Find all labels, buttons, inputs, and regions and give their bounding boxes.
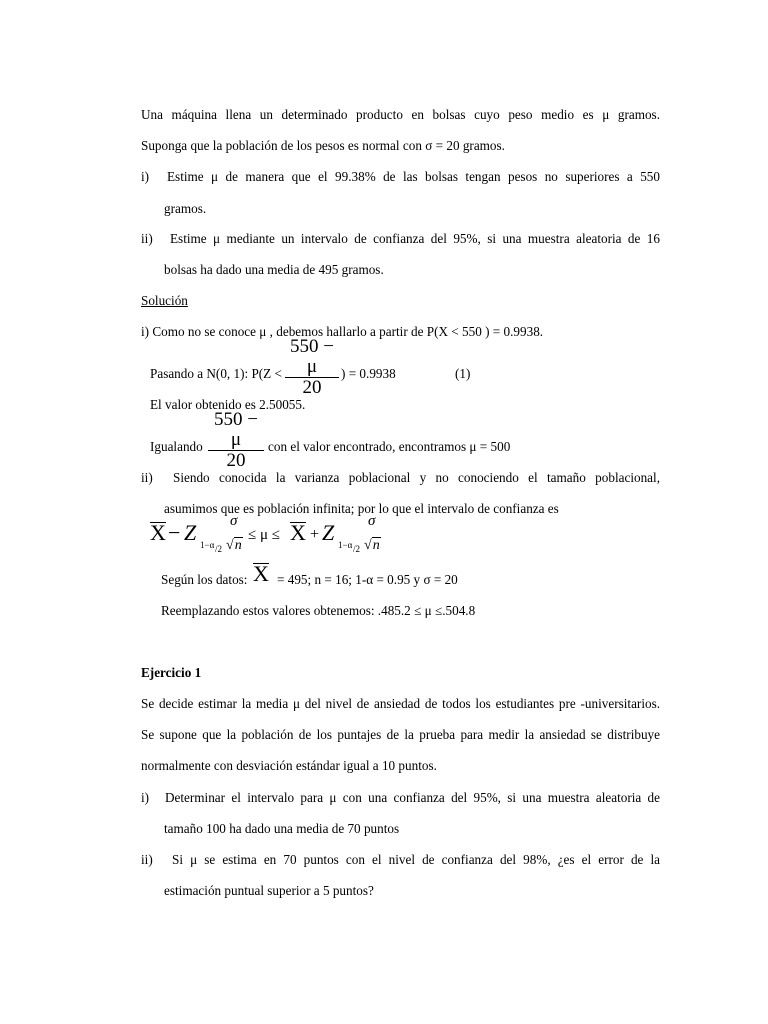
fraction-numerator: 550 − μ <box>214 409 258 450</box>
z-symbol: Z <box>184 520 197 545</box>
pasando-text: Pasando a N(0, 1): P(Z < <box>150 366 282 381</box>
exercise-item-2-line-1: Si μ se estima en 70 puntos con el nivel de confianza del 98%, ¿es el error de la <box>172 852 660 867</box>
exercise-line-3: normalmente con desviación estándar igual a 10 puntos. <box>141 758 437 773</box>
z-subscript: 1−α <box>200 540 215 550</box>
datos-text: Según los datos: <box>161 572 248 587</box>
x-bar-symbol-2: X <box>290 520 306 545</box>
fraction-denominator: 20 <box>302 377 322 398</box>
solution-heading: Solución <box>141 293 188 308</box>
fraction-numerator: 550 − μ <box>290 336 334 377</box>
valor-obtenido: El valor obtenido es 2.50055. <box>150 397 306 412</box>
plus-sign: + <box>310 526 320 543</box>
datos-values: = 495; n = 16; 1-α = 0.95 y σ = 20 <box>277 572 458 587</box>
item-1-number: i) <box>141 169 150 184</box>
confidence-interval-formula <box>148 511 388 557</box>
z-subscript-half: /2 <box>215 544 223 554</box>
item-1-line-1: Estime μ de manera que el 99.38% de las bolsas tengan pesos no superiores a 550 <box>167 169 660 184</box>
equation-reference: (1) <box>455 366 471 381</box>
sqrt-n-denominator-2: √n <box>364 538 380 553</box>
intro-line-2: Suponga que la población de los pesos es normal con σ = 20 gramos. <box>141 138 505 153</box>
z-subscript-half-2: /2 <box>353 544 361 554</box>
fraction-550-mu-over-20 <box>285 337 339 398</box>
minus-sign: − <box>168 520 181 545</box>
sigma-numerator: σ <box>230 513 238 529</box>
fraction-550-mu-over-20-second <box>208 410 264 471</box>
item-1-line-2: gramos. <box>164 201 207 216</box>
solution-step-2-line-1: Siendo conocida la varianza poblacional y no conociendo el tamaño poblacional, <box>173 470 660 485</box>
pasando-result: ) = 0.9938 <box>341 366 396 381</box>
intro-line-1: Una máquina llena un determinado producto en bolsas cuyo peso medio es μ gramos. <box>141 107 660 122</box>
z-symbol-2: Z <box>322 520 335 545</box>
solution-step-1: i) Como no se conoce μ , debemos hallarlo a partir de P(X < 550 ) = 0.9938. <box>141 324 544 339</box>
exercise-item-2-line-2: estimación puntual superior a 5 puntos? <box>164 883 374 898</box>
z-subscript-2: 1−α <box>338 540 353 550</box>
sigma-numerator-2: σ <box>368 513 376 529</box>
x-bar-symbol: X <box>150 520 166 545</box>
x-bar-datos: X <box>253 561 269 586</box>
item-2-number: ii) <box>141 231 153 246</box>
leq-mu-leq: ≤ μ ≤ <box>248 527 281 543</box>
solution-step-2-line-2: asumimos que es población infinita; por lo que el intervalo de confianza es <box>164 501 559 516</box>
item-2-line-2: bolsas ha dado una media de 495 gramos. <box>164 262 384 277</box>
igualando-text: Igualando <box>150 439 203 454</box>
sqrt-n-denominator: √n <box>226 538 242 553</box>
exercise-item-1-number: i) <box>141 790 150 805</box>
exercise-item-2-number: ii) <box>141 852 153 867</box>
exercise-line-2: Se supone que la población de los puntajes de la prueba para medir la ansiedad se distribuye <box>141 727 660 742</box>
solution-step-2-number: ii) <box>141 470 153 485</box>
fraction-denominator: 20 <box>226 450 246 471</box>
item-2-line-1: Estime μ mediante un intervalo de confianza del 95%, si una muestra aleatoria de 16 <box>170 231 660 246</box>
exercise-item-1-line-2: tamaño 100 ha dado una media de 70 puntos <box>164 821 400 836</box>
igualando-result: con el valor encontrado, encontramos μ = 500 <box>268 439 511 454</box>
reemplazando-text: Reemplazando estos valores obtenemos: .485.2 ≤ μ ≤.504.8 <box>161 603 476 618</box>
exercise-item-1-line-1: Determinar el intervalo para μ con una confianza del 95%, si una muestra aleatoria de <box>165 790 660 805</box>
exercise-line-1: Se decide estimar la media μ del nivel de ansiedad de todos los estudiantes pre -universitarios. <box>141 696 660 711</box>
exercise-heading: Ejercicio 1 <box>141 665 202 680</box>
